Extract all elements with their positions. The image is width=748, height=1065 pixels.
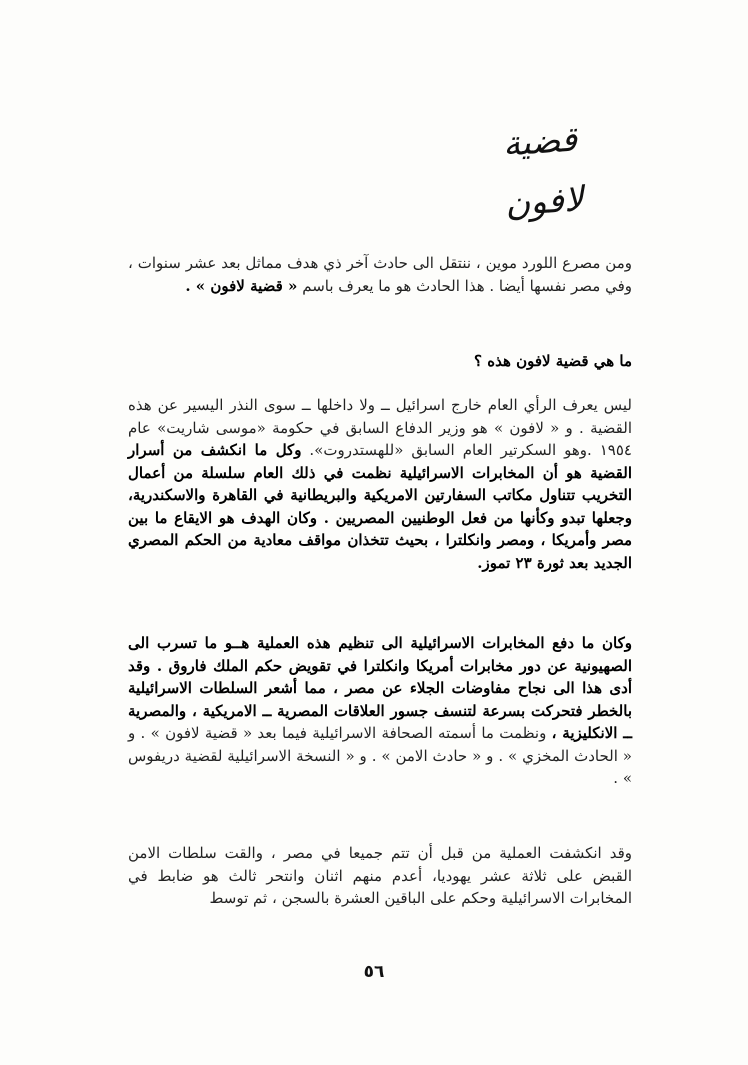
paragraph-discovery-text: وقد انكشفت العملية من قبل أن تتم جميعا في مصر ، والقت سلطات الامن القبض على ثلاثة عشر يهوديا، أعدم منهم اثنان وانتحر ثالث هو ضابط في المخابرات الاسرائيلية وحكم على الباقين العشرة بالسجن ، ثم توسط [128,844,632,907]
paragraph-intro-text: ومن مصرع اللورد موين ، ننتقل الى حادث آخر ذي هدف مماثل بعد عشر سنوات ، وفي مصر نفسها أيضا . هذا الحادث هو ما يعرف باسم [128,254,632,295]
paragraph-motive [128,632,632,790]
paragraph-intro-bold: « قضية لافون » . [185,276,298,295]
paragraph-background [128,394,632,574]
chapter-title: قضية لافون [501,119,585,225]
paragraph-motive-text: ونظمت ما أسمته الصحافة الاسرائيلية فيما بعد « قضية لافون » . و « الحادث المخزي » . و « حادث الامن » . و « النسخة الاسرائيلية لقضية دريفوس » . [128,724,632,787]
paragraph-intro [128,252,632,297]
paragraph-background-text: ليس يعرف الرأي العام خارج اسرائيل ــ ولا داخلها ــ سوى النذر اليسير عن هذه القضية . و « لافون » هو وزير الدفاع السابق في حكومة «موسى شاريت» عام ١٩٥٤ .وهو السكرتير العام السابق «للهستدروت». [128,396,632,459]
paragraph-background-bold: وكل ما انكشف من أسرار القضية هو أن المخابرات الاسرائيلية نظمت في ذلك العام سلسلة من أعمال التخريب تتناول مكاتب السفارتين الامريكية والبريطانية في القاهرة والاسكندرية، وجعلها تبدو وكأنها من فعل الوطنيين المصريين . وكان الهدف هو الايقاع ما بين مصر وأمريكا ، ومصر وانكلترا ، بحيث تتخذان مواقف معادية من الحكم المصري الجديد بعد ثورة ٢٣ تموز. [128,441,632,572]
paragraph-discovery [128,842,632,910]
paragraph-motive-bold: وكان ما دفع المخابرات الاسرائيلية الى تنظيم هذه العملية هــو ما تسرب الى الصهيونية عن دور مخابرات أمريكا وانكلترا في تقويض حكم الملك فاروق . وقد أدى هذا الى نجاح مفاوضات الجلاء عن مصر ، مما أشعر السلطات الاسرائيلية بالخطر فتحركت بسرعة لتنسف جسور العلاقات المصرية ــ الامريكية ، والمصرية ــ الانكليزية ، [128,634,632,742]
section-question-text: ما هي قضية لافون هذه ؟ [474,352,632,370]
section-question [128,350,632,373]
page-number: ٥٦ [363,962,385,982]
